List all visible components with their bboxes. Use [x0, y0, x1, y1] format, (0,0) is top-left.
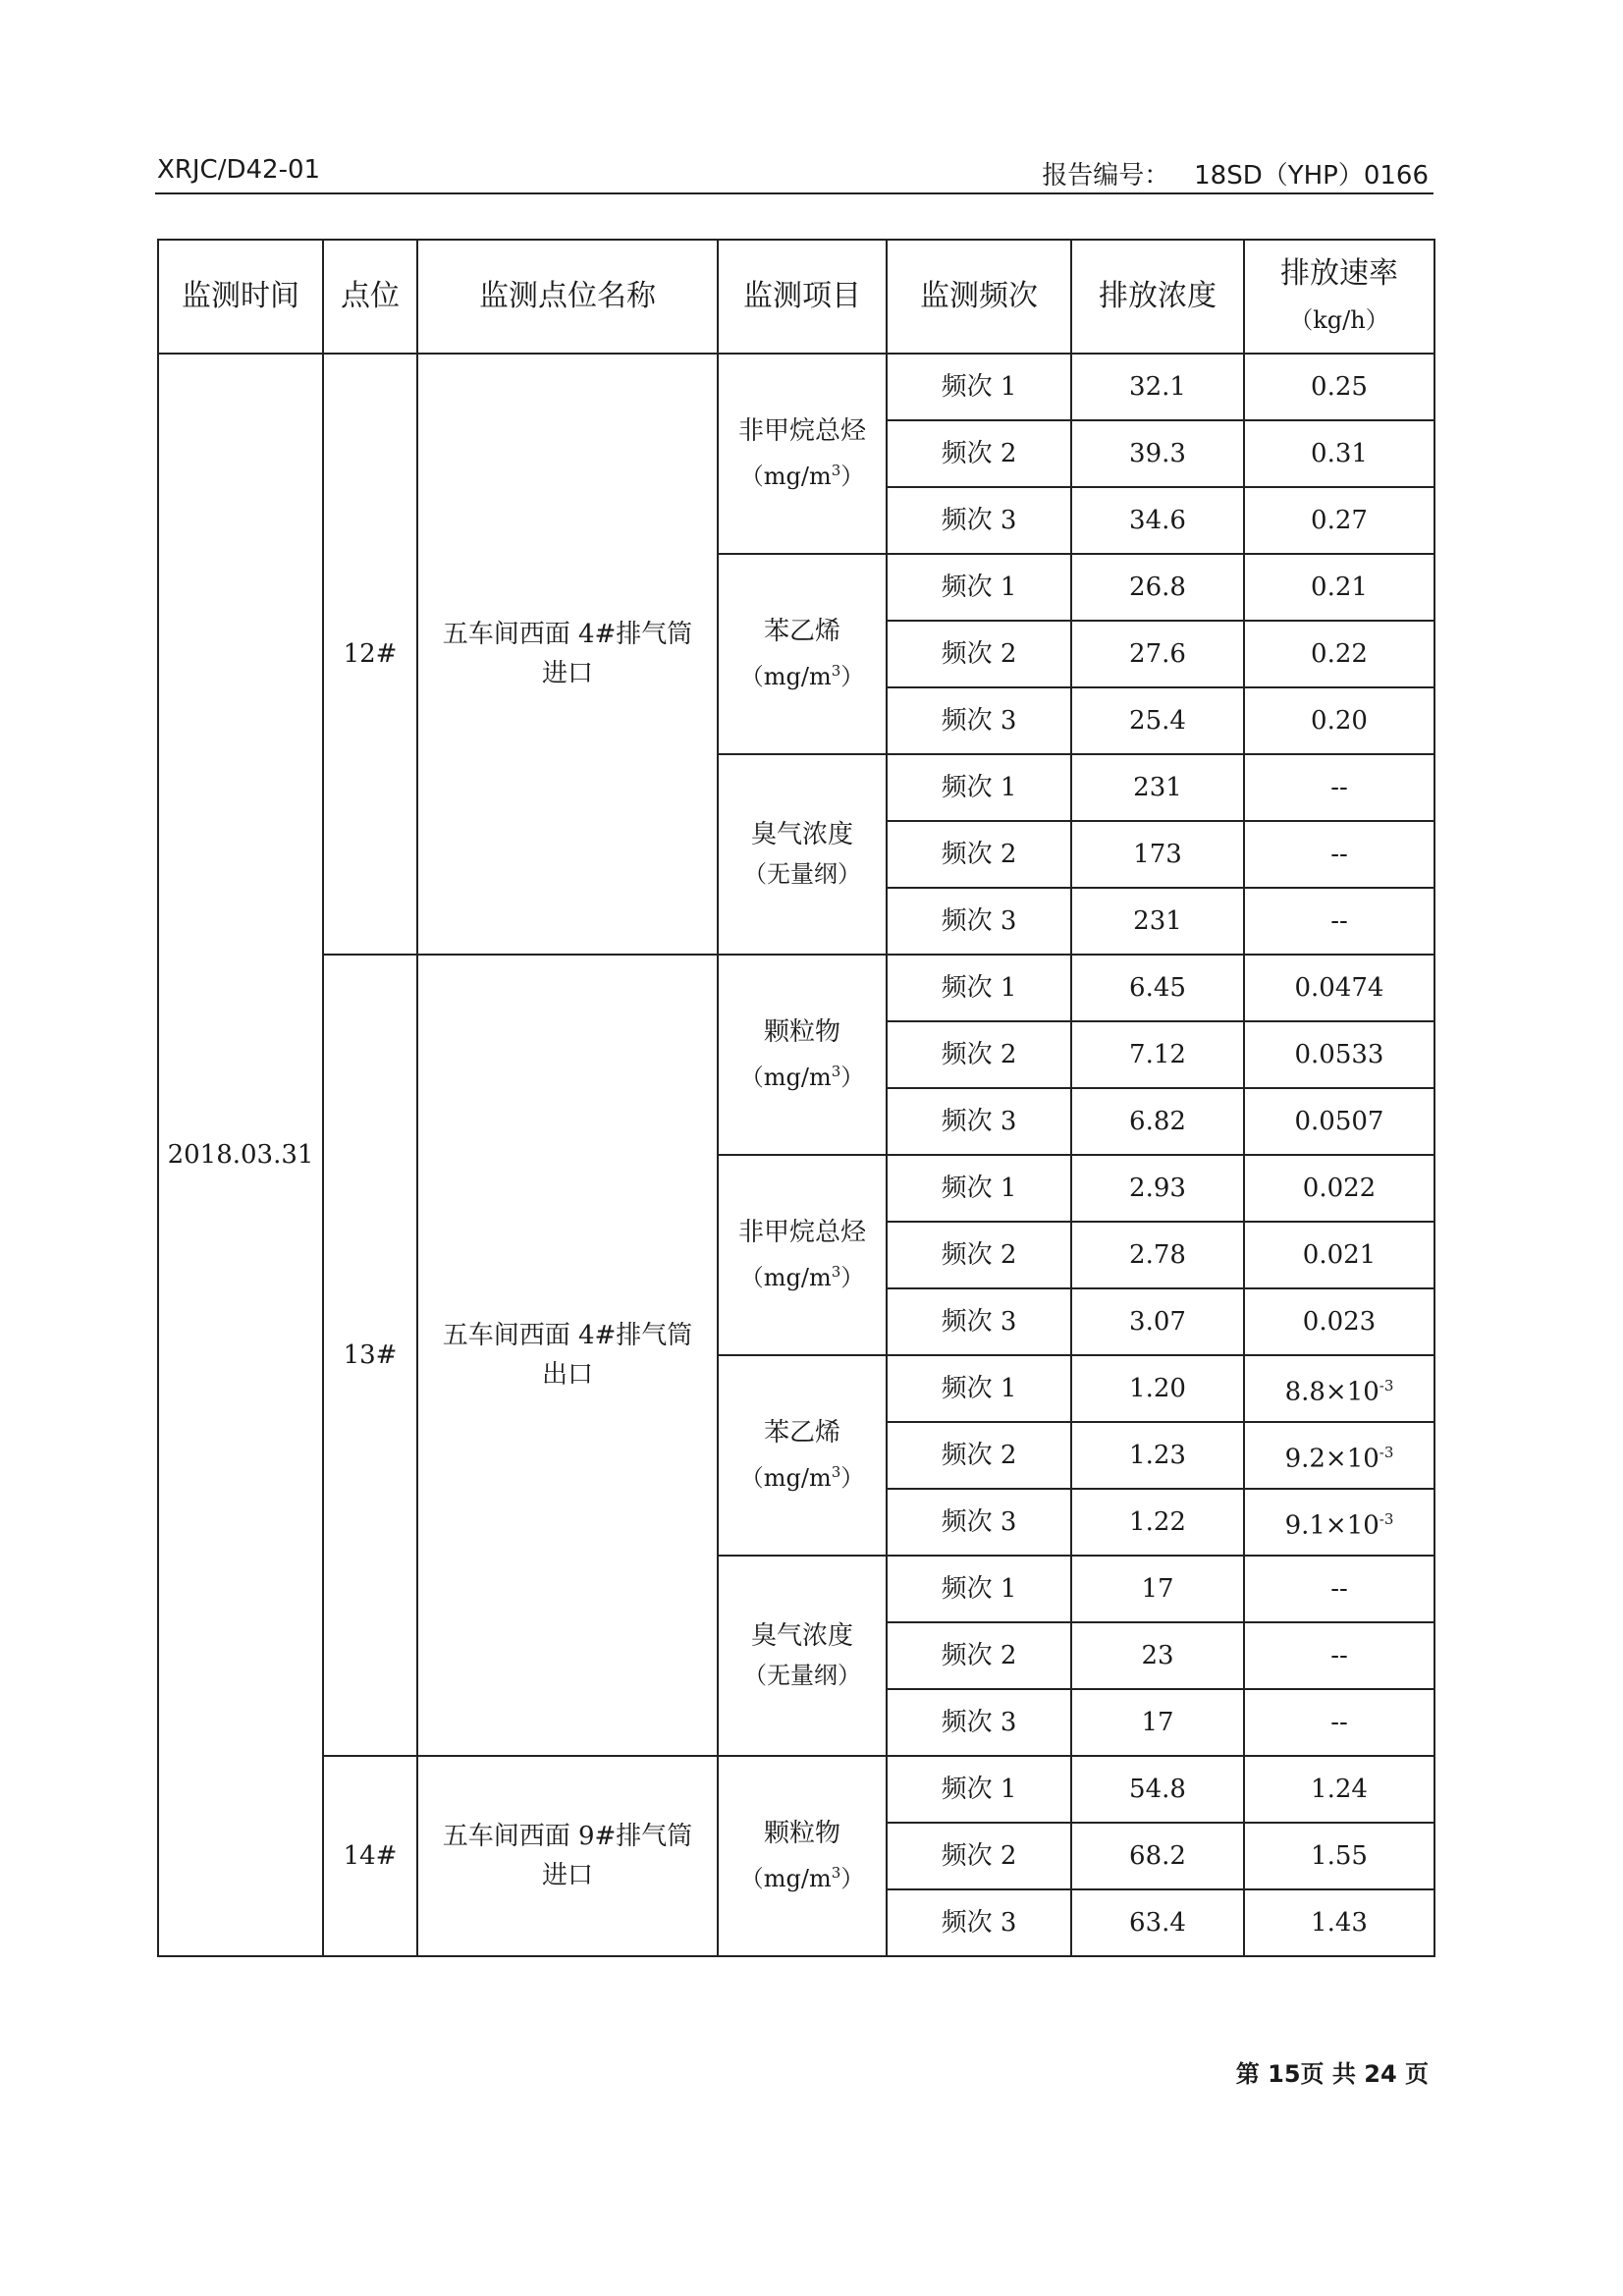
item-name — [718, 354, 887, 554]
rate-value: 0.22 — [1311, 639, 1368, 669]
unit-prefix: （mg/m — [739, 1264, 832, 1291]
frequency-cell: 频次 1 — [887, 1756, 1071, 1823]
monitoring-table — [157, 239, 1435, 1957]
rate-cell — [1244, 1489, 1434, 1556]
frequency-cell: 频次 2 — [887, 621, 1071, 687]
col-time: 监测时间 — [158, 240, 323, 354]
item-label: 臭气浓度 — [750, 820, 853, 849]
concentration-cell: 68.2 — [1071, 1823, 1244, 1889]
frequency-cell: 频次 3 — [887, 1489, 1071, 1556]
concentration-cell: 1.22 — [1071, 1489, 1244, 1556]
point-name — [417, 955, 718, 1756]
item-name — [718, 1155, 887, 1355]
rate-value: 0.0474 — [1294, 973, 1384, 1003]
rate-cell — [1244, 1155, 1434, 1222]
report-number-value: 18SD（YHP）0166 — [1194, 161, 1429, 191]
concentration-cell: 173 — [1071, 821, 1244, 888]
concentration-cell: 17 — [1071, 1556, 1244, 1622]
concentration-cell: 39.3 — [1071, 420, 1244, 487]
document-code: XRJC/D42-01 — [157, 155, 321, 185]
frequency-cell: 频次 1 — [887, 955, 1071, 1021]
unit-suffix: ） — [840, 1464, 865, 1492]
item-unit — [743, 860, 861, 888]
report-number — [1042, 155, 1429, 191]
item-name — [718, 554, 887, 754]
item-label: 非甲烷总烃 — [737, 416, 866, 446]
item-name — [718, 955, 887, 1155]
header-divider — [155, 192, 1434, 194]
table-row — [158, 955, 1434, 1021]
concentration-cell: 2.93 — [1071, 1155, 1244, 1222]
rate-cell — [1244, 1021, 1434, 1088]
unit-suffix: ） — [840, 463, 865, 490]
unit-prefix: （mg/m — [739, 463, 832, 490]
monitoring-date: 2018.03.31 — [158, 354, 323, 1956]
rate-value: 0.21 — [1311, 573, 1368, 602]
frequency-cell: 频次 1 — [887, 1355, 1071, 1422]
unit-dimensionless: （无量纲） — [743, 860, 861, 888]
frequency-cell: 频次 1 — [887, 554, 1071, 621]
rate-cell — [1244, 888, 1434, 955]
rate-value: 0.0507 — [1294, 1107, 1384, 1136]
rate-value: 0.31 — [1311, 439, 1368, 468]
frequency-cell: 频次 3 — [887, 1689, 1071, 1756]
frequency-cell: 频次 2 — [887, 821, 1071, 888]
rate-cell — [1244, 687, 1434, 754]
concentration-cell: 231 — [1071, 754, 1244, 821]
col-item: 监测项目 — [718, 240, 887, 354]
rate-value: 0.25 — [1311, 372, 1368, 402]
unit-dimensionless: （无量纲） — [743, 1662, 861, 1689]
col-frequency: 监测频次 — [887, 240, 1071, 354]
rate-cell — [1244, 1288, 1434, 1355]
rate-cell — [1244, 1088, 1434, 1155]
frequency-cell: 频次 3 — [887, 1288, 1071, 1355]
unit-prefix: （mg/m — [739, 1064, 832, 1091]
rate-value: 0.023 — [1302, 1307, 1377, 1337]
item-label: 苯乙烯 — [763, 1418, 840, 1448]
rate-value: 1.43 — [1311, 1908, 1368, 1938]
rate-cell — [1244, 1823, 1434, 1889]
point-name-line1: 五车间西面 4#排气筒 — [442, 1321, 693, 1350]
frequency-cell: 频次 3 — [887, 1889, 1071, 1956]
unit-exponent: 3 — [831, 1463, 841, 1481]
item-label: 苯乙烯 — [763, 617, 840, 646]
rate-value: 1.24 — [1311, 1775, 1368, 1804]
point-id: 14# — [323, 1756, 417, 1956]
rate-cell — [1244, 1422, 1434, 1489]
table-row — [158, 354, 1434, 420]
frequency-cell: 频次 2 — [887, 420, 1071, 487]
item-label: 颗粒物 — [763, 1819, 840, 1848]
rate-value: 0.20 — [1311, 706, 1368, 736]
point-name-line1: 五车间西面 9#排气筒 — [442, 1822, 693, 1851]
item-unit — [740, 1464, 865, 1492]
rate-cell — [1244, 1355, 1434, 1422]
frequency-cell: 频次 2 — [887, 1422, 1071, 1489]
report-number-label: 报告编号： — [1042, 161, 1170, 191]
rate-value: -- — [1330, 840, 1348, 869]
frequency-cell: 频次 1 — [887, 1155, 1071, 1222]
page-footer: 第 15页 共 24 页 — [1235, 2060, 1429, 2088]
concentration-cell: 54.8 — [1071, 1756, 1244, 1823]
point-name — [417, 354, 718, 955]
unit-suffix: ） — [840, 1264, 865, 1291]
concentration-cell: 26.8 — [1071, 554, 1244, 621]
item-label: 非甲烷总烃 — [737, 1218, 866, 1247]
rate-exponent: -3 — [1379, 1376, 1394, 1394]
table-header-row — [158, 240, 1434, 354]
col-rate — [1244, 240, 1434, 354]
unit-prefix: （mg/m — [739, 1865, 832, 1892]
rate-value: -- — [1330, 1708, 1348, 1737]
item-name — [718, 1556, 887, 1756]
unit-suffix: ） — [840, 663, 865, 690]
item-unit — [740, 463, 865, 490]
rate-cell — [1244, 554, 1434, 621]
rate-value: -- — [1330, 1574, 1348, 1604]
rate-cell — [1244, 1756, 1434, 1823]
rate-value: -- — [1330, 1641, 1348, 1670]
item-name — [718, 754, 887, 955]
concentration-cell: 3.07 — [1071, 1288, 1244, 1355]
rate-exponent: -3 — [1379, 1509, 1394, 1528]
rate-value: -- — [1330, 906, 1348, 936]
rate-cell — [1244, 1689, 1434, 1756]
concentration-cell: 2.78 — [1071, 1222, 1244, 1288]
rate-cell — [1244, 1622, 1434, 1689]
frequency-cell: 频次 3 — [887, 888, 1071, 955]
rate-value: 9.1×10 — [1284, 1510, 1380, 1541]
unit-exponent: 3 — [831, 462, 841, 479]
item-label: 臭气浓度 — [750, 1621, 853, 1651]
frequency-cell: 频次 3 — [887, 1088, 1071, 1155]
concentration-cell: 231 — [1071, 888, 1244, 955]
frequency-cell: 频次 1 — [887, 354, 1071, 420]
rate-value: 0.022 — [1302, 1174, 1377, 1203]
table-row — [158, 1756, 1434, 1823]
rate-cell — [1244, 1889, 1434, 1956]
concentration-cell: 25.4 — [1071, 687, 1244, 754]
concentration-cell: 27.6 — [1071, 621, 1244, 687]
rate-cell — [1244, 354, 1434, 420]
frequency-cell: 频次 2 — [887, 1823, 1071, 1889]
col-point: 点位 — [323, 240, 417, 354]
unit-exponent: 3 — [831, 1263, 841, 1281]
frequency-cell: 频次 2 — [887, 1622, 1071, 1689]
frequency-cell: 频次 3 — [887, 487, 1071, 554]
point-name-line2: 出口 — [541, 1360, 593, 1390]
rate-cell — [1244, 821, 1434, 888]
concentration-cell: 32.1 — [1071, 354, 1244, 420]
col-rate-line1: 排放速率 — [1280, 255, 1398, 291]
unit-prefix: （mg/m — [739, 663, 832, 690]
unit-suffix: ） — [840, 1064, 865, 1091]
item-unit — [740, 1264, 865, 1291]
rate-cell — [1244, 420, 1434, 487]
frequency-cell: 频次 2 — [887, 1021, 1071, 1088]
unit-exponent: 3 — [831, 662, 841, 680]
col-concentration: 排放浓度 — [1071, 240, 1244, 354]
concentration-cell: 63.4 — [1071, 1889, 1244, 1956]
col-point-name: 监测点位名称 — [417, 240, 718, 354]
unit-exponent: 3 — [831, 1864, 841, 1882]
item-unit — [740, 1064, 865, 1091]
rate-value: 9.2×10 — [1284, 1444, 1380, 1474]
col-rate-line2: （kg/h） — [1289, 305, 1389, 334]
rate-cell — [1244, 487, 1434, 554]
item-label: 颗粒物 — [763, 1017, 840, 1047]
point-name — [417, 1756, 718, 1956]
concentration-cell: 17 — [1071, 1689, 1244, 1756]
frequency-cell: 频次 3 — [887, 687, 1071, 754]
item-name — [718, 1355, 887, 1556]
concentration-cell: 1.23 — [1071, 1422, 1244, 1489]
unit-suffix: ） — [840, 1865, 865, 1892]
rate-value: 8.8×10 — [1284, 1377, 1380, 1407]
frequency-cell: 频次 1 — [887, 754, 1071, 821]
concentration-cell: 1.20 — [1071, 1355, 1244, 1422]
unit-prefix: （mg/m — [739, 1464, 832, 1492]
rate-exponent: -3 — [1379, 1443, 1394, 1461]
rate-cell — [1244, 621, 1434, 687]
rate-value: -- — [1330, 773, 1348, 802]
concentration-cell: 7.12 — [1071, 1021, 1244, 1088]
item-name — [718, 1756, 887, 1956]
rate-value: 0.021 — [1302, 1240, 1377, 1270]
point-name-line2: 进口 — [541, 1861, 593, 1890]
concentration-cell: 6.45 — [1071, 955, 1244, 1021]
concentration-cell: 6.82 — [1071, 1088, 1244, 1155]
concentration-cell: 34.6 — [1071, 487, 1244, 554]
frequency-cell: 频次 2 — [887, 1222, 1071, 1288]
concentration-cell: 23 — [1071, 1622, 1244, 1689]
rate-value: 1.55 — [1311, 1841, 1368, 1871]
point-id: 12# — [323, 354, 417, 955]
rate-cell — [1244, 1556, 1434, 1622]
point-id: 13# — [323, 955, 417, 1756]
rate-value: 0.0533 — [1294, 1040, 1384, 1069]
item-unit — [743, 1662, 861, 1689]
rate-cell — [1244, 1222, 1434, 1288]
item-unit — [740, 663, 865, 690]
unit-exponent: 3 — [831, 1063, 841, 1080]
item-unit — [740, 1865, 865, 1892]
point-name-line1: 五车间西面 4#排气筒 — [442, 620, 693, 649]
point-name-line2: 进口 — [541, 659, 593, 688]
rate-cell — [1244, 754, 1434, 821]
frequency-cell: 频次 1 — [887, 1556, 1071, 1622]
rate-cell — [1244, 955, 1434, 1021]
rate-value: 0.27 — [1311, 506, 1368, 535]
